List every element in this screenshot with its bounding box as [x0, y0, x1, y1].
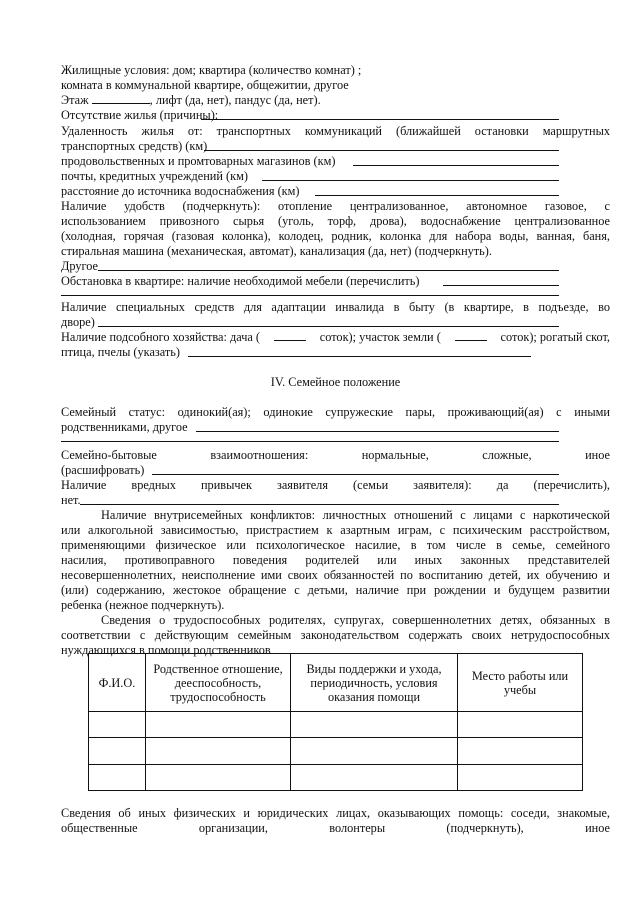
- subsidiary-farm-line: [61, 330, 610, 344]
- relations-explain-label: (расшифровать): [61, 463, 145, 477]
- relations-line: Семейно-бытовые взаимоотношения: нормальные, сложные, иное: [61, 448, 610, 462]
- family-other-field-2[interactable]: [61, 441, 559, 442]
- habits-field[interactable]: [80, 504, 559, 505]
- water-distance-label: расстояние до источника водоснабжения (км): [61, 184, 300, 198]
- other-field[interactable]: [98, 270, 559, 271]
- transport-distance-field[interactable]: [204, 150, 559, 151]
- floor-label: Этаж: [61, 93, 92, 107]
- distance-line: Удаленность жилья от: транспортных коммуникаций (ближайшей остановки маршрутных: [61, 124, 610, 138]
- others-line-1: Сведения об иных физических и юридических лицах, оказывающих помощь: соседи, знакомые,: [61, 806, 610, 820]
- furniture-field[interactable]: [443, 285, 559, 286]
- land-label: соток); участок земли (: [319, 330, 441, 344]
- table-cell[interactable]: [146, 738, 291, 765]
- adaptation-line: Наличие специальных средств для адаптации инвалида в быту (в квартире, в подъезде, во: [61, 300, 610, 314]
- amenities-line-2: использованием привозного сырья (уголь, торф, дрова), водоснабжение централизованное: [61, 214, 610, 228]
- table-cell[interactable]: [89, 712, 146, 738]
- table-cell[interactable]: [291, 765, 458, 791]
- family-relatives-label: родственниками, другое: [61, 420, 188, 434]
- no-housing-label: Отсутствие жилья (причины):: [61, 108, 219, 122]
- table-row: [89, 738, 583, 765]
- family-section-heading: IV. Семейное положение: [270, 375, 401, 389]
- conflicts-line-2: или алкогольной зависимостью, пристрастием к азартным играм, с психическим расстройством,: [61, 523, 610, 537]
- adaptation-field[interactable]: [98, 326, 559, 327]
- table-row: [89, 765, 583, 791]
- others-line-2: общественные организации, волонтеры (подчеркнуть), иное: [61, 821, 610, 835]
- shops-distance-field[interactable]: [353, 165, 559, 166]
- dacha-field[interactable]: [274, 330, 306, 341]
- dacha-label: Наличие подсобного хозяйства: дача (: [61, 330, 261, 344]
- table-cell[interactable]: [89, 738, 146, 765]
- table-header-row: [89, 654, 583, 712]
- table-cell[interactable]: [291, 712, 458, 738]
- table-cell[interactable]: [146, 765, 291, 791]
- land-field[interactable]: [455, 330, 487, 341]
- poultry-field[interactable]: [188, 356, 531, 357]
- housing-type-line: Жилищные условия: дом; квартира (количество комнат) ;: [61, 63, 362, 77]
- table-cell[interactable]: [458, 712, 583, 738]
- adaptation-yard-label: дворе): [61, 315, 95, 329]
- furniture-label: Обстановка в квартире: наличие необходимой мебели (перечислить): [61, 274, 420, 288]
- relations-explain-field[interactable]: [152, 474, 559, 475]
- no-housing-field[interactable]: [201, 119, 559, 120]
- amenities-line-4: стиральная машина (механическая, автомат), канализация (да, нет) (подчеркнуть).: [61, 244, 492, 258]
- furniture-field-2[interactable]: [61, 295, 559, 296]
- poultry-label: птица, пчелы (указать): [61, 345, 180, 359]
- floor-elevator-line: [61, 93, 610, 107]
- relatives-table: [88, 653, 583, 791]
- other-label: Другое: [61, 259, 99, 273]
- col-work-header: Место работы или учебы: [458, 654, 583, 712]
- habits-no-label: нет.: [61, 493, 81, 507]
- post-distance-field[interactable]: [262, 180, 559, 181]
- table-cell[interactable]: [89, 765, 146, 791]
- communal-room-line: комната в коммунальной квартире, общежитии, другое: [61, 78, 349, 92]
- conflicts-line-3: применяющими физическое или психологическое насилие, в том числе в семье, семейного: [61, 538, 610, 552]
- conflicts-line-4: насилия, противоправного поведения родителей или иных законных представителей: [61, 553, 610, 567]
- conflicts-line-5: несовершеннолетних, неисполнение ими своих обязанностей по воспитанию детей, их обучению и: [61, 568, 610, 582]
- dependents-line-3: нуждающихся в помощи родственников: [61, 643, 271, 657]
- family-status-line: Семейный статус: одинокий(ая); одинокие супружеские пары, проживающий(ая) с иными: [61, 405, 610, 419]
- col-relation-header: Родственное отношение, дееспособность, трудоспособность: [146, 654, 291, 712]
- family-other-field[interactable]: [196, 431, 559, 432]
- floor-field[interactable]: [92, 93, 150, 104]
- table-cell[interactable]: [458, 765, 583, 791]
- cattle-label: соток); рогатый скот,: [500, 330, 610, 344]
- water-distance-field[interactable]: [315, 195, 559, 196]
- dependents-line-1: Сведения о трудоспособных родителях, супругах, совершеннолетних детях, обязанных в: [101, 613, 610, 627]
- transport-distance-label: транспортных средств) (км): [61, 139, 208, 153]
- table-cell[interactable]: [458, 738, 583, 765]
- conflicts-line-7: ребенка (нежное подчеркнуть).: [61, 598, 225, 612]
- table-cell[interactable]: [291, 738, 458, 765]
- table-row: [89, 712, 583, 738]
- habits-line: Наличие вредных привычек заявителя (семьи заявителя): да (перечислить),: [61, 478, 610, 492]
- col-fio-header: Ф.И.О.: [89, 654, 146, 712]
- dependents-line-2: соответствии с действующим семейным законодательством содержать своих нетрудоспособных: [61, 628, 610, 642]
- amenities-line-1: Наличие удобств (подчеркнуть): отопление централизованное, автономное газовое, с: [61, 199, 610, 213]
- post-distance-label: почты, кредитных учреждений (км): [61, 169, 248, 183]
- table-cell[interactable]: [146, 712, 291, 738]
- conflicts-line-6: (или) содержанию, жестокое обращение с детьми, наличие при рождении и будущем развитии: [61, 583, 610, 597]
- shops-distance-label: продовольственных и промтоварных магазинов (км): [61, 154, 336, 168]
- amenities-line-3: (холодная, горячая (газовая колонка), колодец, родник, колонка для набора воды, ванная, баня,: [61, 229, 610, 243]
- elevator-ramp-label: , лифт (да, нет), пандус (да, нет).: [149, 93, 321, 107]
- col-support-header: Виды поддержки и ухода, периодичность, условия оказания помощи: [291, 654, 458, 712]
- conflicts-line-1: Наличие внутрисемейных конфликтов: личностных отношений с лицами с наркотической: [101, 508, 610, 522]
